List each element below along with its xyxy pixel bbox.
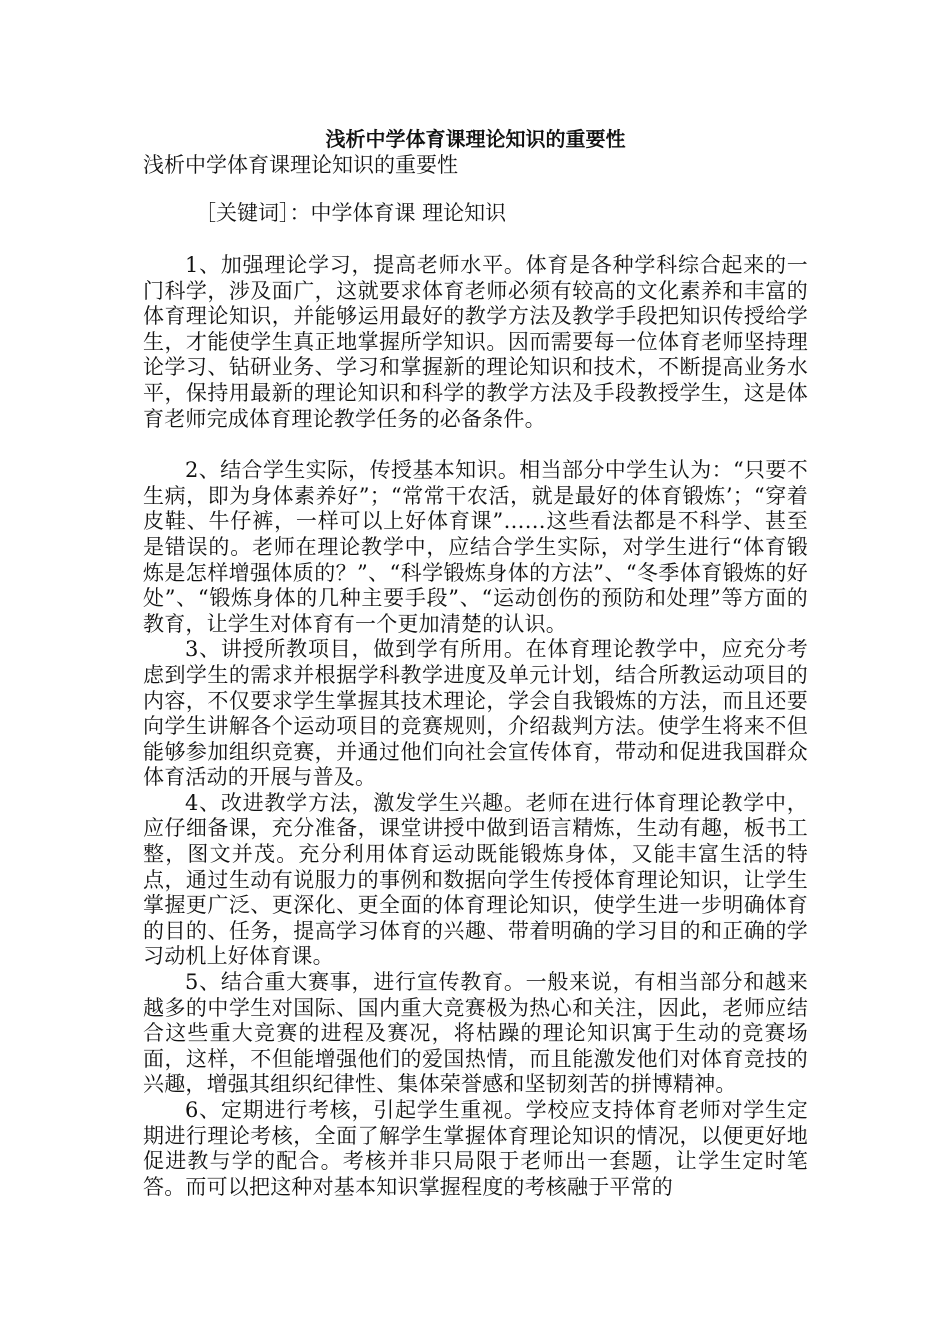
paragraph-4: 4、改进教学方法，激发学生兴趣。老师在进行体育理论教学中，应仔细备课，充分准备，课堂讲授中做到语言精炼，生动有趣，板书工整，图文并茂。充分利用体育运动既能锻炼身体，又能丰富生活的特点，通过生动有说服力的事例和数据向学生传授体育理论知识，让学生掌握更广泛、更深化、更全面的体育理论知识，使学生进一步明确体育的目的、任务，提高学习体育的兴趣、带着明确的学习目的和正确的学习动机上好体育课。 (143, 790, 808, 969)
document-title: 浅析中学体育课理论知识的重要性 (325, 127, 626, 151)
document-subtitle: 浅析中学体育课理论知识的重要性 (143, 153, 458, 177)
paragraph-1: 1、加强理论学习，提高老师水平。体育是各种学科综合起来的一门科学，涉及面广，这就要求体育老师必须有较高的文化素养和丰富的体育理论知识，并能够运用最好的教学方法及教学手段把知识传授给学生，才能使学生真正地掌握所学知识。因而需要每一位体育老师坚持理论学习、钻研业务、学习和掌握新的理论知识和技术，不断提高业务水平，保持用最新的理论知识和科学的教学方法及手段教授学生，这是体育老师完成体育理论教学任务的必备条件。 (143, 253, 808, 431)
document-page (143, 126, 808, 1200)
paragraph-6: 6、定期进行考核，引起学生重视。学校应支持体育老师对学生定期进行理论考核，全面了解学生掌握体育理论知识的情况，以便更好地促进教与学的配合。考核并非只局限于老师出一套题，让学生定时笔答。而可以把这种对基本知识掌握程度的考核融于平常的 (143, 1098, 808, 1199)
paragraph-3: 3、讲授所教项目，做到学有所用。在体育理论教学中，应充分考虑到学生的需求并根据学科教学进度及单元计划，结合所教运动项目的内容，不仅要求学生掌握其技术理论，学会自我锻炼的方法，而且还要向学生讲解各个运动项目的竞赛规则，介绍裁判方法。使学生将来不但能够参加组织竞赛，并通过他们向社会宣传体育，带动和促进我国群众体育活动的开展与普及。 (143, 637, 808, 790)
keywords-line: ［关键词］：中学体育课 理论知识 (195, 201, 507, 225)
paragraph-5: 5、结合重大赛事，进行宣传教育。一般来说，有相当部分和越来越多的中学生对国际、国内重大竞赛极为热心和关注，因此，老师应结合这些重大竞赛的进程及赛况，将枯躁的理论知识寓于生动的竞赛场面，这样，不但能增强他们的爱国热情，而且能激发他们对体育竞技的兴趣，增强其组织纪律性、集体荣誉感和坚韧刻苦的拼博精神。 (143, 970, 808, 1097)
paragraph-2: 2、结合学生实际，传授基本知识。相当部分中学生认为：“只要不生病，即为身体素养好”；“常常干农活，就是最好的体育锻炼’；“穿着皮鞋、牛仔裤，一样可以上好体育课”……这些看法都是不科学、甚至是错误的。老师在理论教学中，应结合学生实际，对学生进行“体育锻炼是怎样增强体质的？”、“科学锻炼身体的方法”、“冬季体育锻炼的好处”、“锻炼身体的几种主要手段”、“运动创伤的预防和处理”等方面的教育，让学生对体育有一个更加清楚的认识。 (143, 458, 808, 636)
